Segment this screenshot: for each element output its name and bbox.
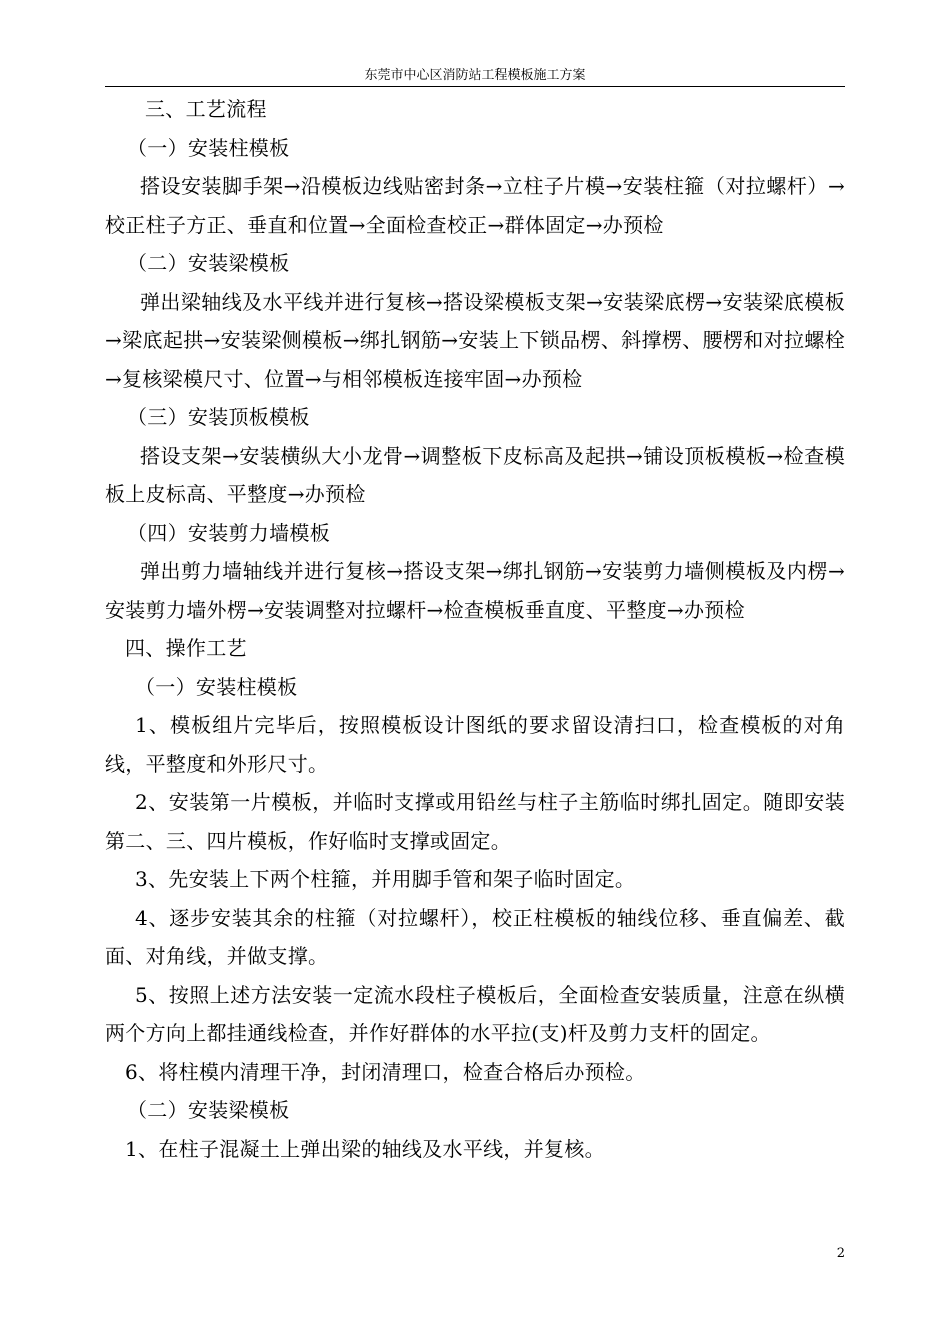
document-body [105,90,845,1168]
paragraph-slab-process: 搭设支架→安装横纵大小龙骨→调整板下皮标高及起拱→铺设顶板模板→检查模板上皮标高、平整度→办预检 [105,443,845,506]
subheading-wall-formwork: （四）安装剪力墙模板 [127,520,330,545]
paragraph-column-process: 搭设安装脚手架→沿模板边线贴密封条→立柱子片模→安装柱箍（对拉螺杆）→校正柱子方正、垂直和位置→全面检查校正→群体固定→办预检 [105,174,845,237]
section-heading-process: 三、工艺流程 [145,97,267,121]
subheading-slab-formwork: （三）安装顶板模板 [127,405,310,429]
page-number: 2 [836,1246,845,1261]
paragraph-beam-process: 弹出梁轴线及水平线并进行复核→搭设梁模板支架→安装梁底楞→安装梁底模板→梁底起拱→安装梁侧模板→绑扎钢筋→安装上下锁品楞、斜撑楞、腰楞和对拉螺栓→复核梁模尺寸、位置→与相邻模板连接牢固→办预检 [105,289,845,391]
paragraph-step-5: 5、按照上述方法安装一定流水段柱子模板后，全面检查安装质量，注意在纵横两个方向上都挂通线检查，并作好群体的水平拉(支)杆及剪力支杆的固定。 [105,982,845,1045]
paragraph-step-1: 1、模板组片完毕后，按照模板设计图纸的要求留设清扫口，检查模板的对角线，平整度和外形尺寸。 [105,713,845,776]
page-header: 东莞市中心区消防站工程模板施工方案 [105,66,845,87]
section-heading-operation: 四、操作工艺 [125,636,247,660]
subheading-beam-operation: （二）安装梁模板 [127,1098,290,1122]
subheading-column-formwork: （一）安装柱模板 [127,135,290,160]
paragraph-beam-step-1: 1、在柱子混凝土上弹出梁的轴线及水平线，并复核。 [125,1136,605,1161]
paragraph-wall-process: 弹出剪力墙轴线并进行复核→搭设支架→绑扎钢筋→安装剪力墙侧模板及内楞→安装剪力墙外楞→安装调整对拉螺杆→检查模板垂直度、平整度→办预检 [105,559,845,622]
paragraph-step-6: 6、将柱模内清理干净，封闭清理口，检查合格后办预检。 [125,1059,646,1084]
subheading-beam-formwork: （二）安装梁模板 [127,251,290,275]
paragraph-step-4: 4、逐步安装其余的柱箍（对拉螺杆），校正柱模板的轴线位移、垂直偏差、截面、对角线，并做支撑。 [105,905,845,968]
subheading-column-operation: （一）安装柱模板 [135,674,298,699]
paragraph-step-3: 3、先安装上下两个柱箍，并用脚手管和架子临时固定。 [135,867,636,891]
paragraph-step-2: 2、安装第一片模板，并临时支撑或用铅丝与柱子主筋临时绑扎固定。随即安装第二、三、四片模板，作好临时支撑或固定。 [105,790,845,853]
